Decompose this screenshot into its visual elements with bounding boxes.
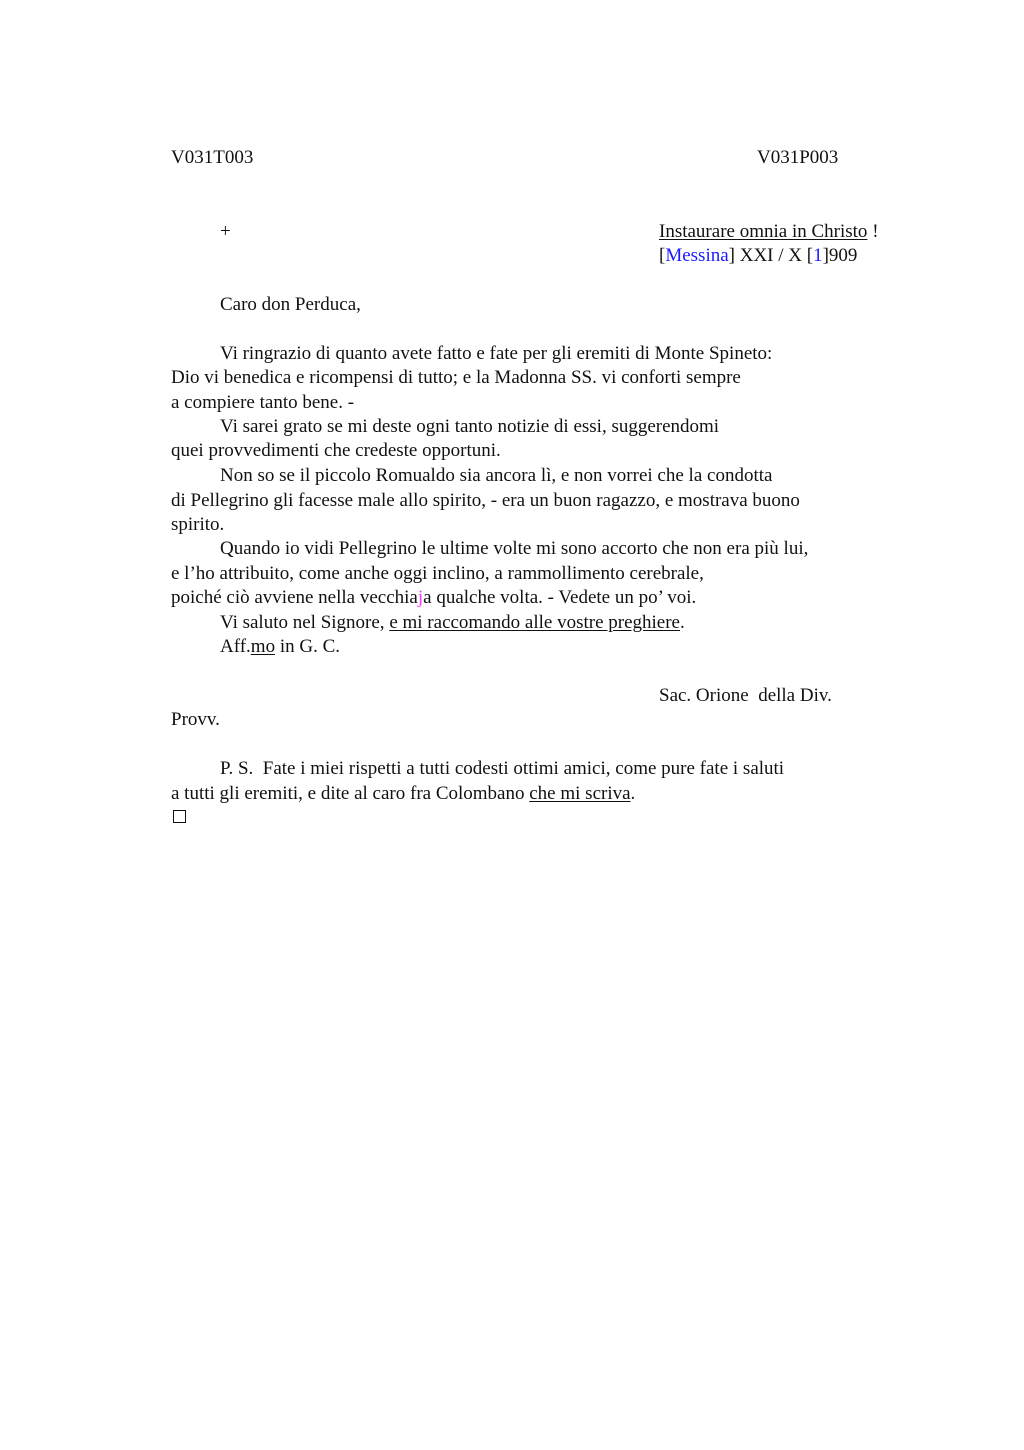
cross-mark: + (220, 221, 231, 242)
body-line: Vi sarei grato se mi deste ogni tanto notizie di essi, suggerendomi (220, 416, 720, 437)
salutation: Caro don Perduca, (220, 294, 361, 315)
end-box-icon (173, 810, 186, 823)
body-line: a compiere tanto bene. - (171, 392, 355, 413)
date-place: Messina (665, 245, 729, 266)
body-text: in G. C. (275, 636, 341, 657)
body-line: di Pellegrino gli facesse male allo spirito, - era un buon ragazzo, e mostrava buono (171, 490, 800, 511)
motto (659, 220, 879, 244)
body-text: a qualche volta. - Vedete un po’ voi. (423, 587, 697, 608)
motto-text: Instaurare omnia in Christo (659, 221, 868, 242)
date-digit: 1 (813, 245, 823, 266)
postscript-line: P. S. Fate i miei rispetti a tutti codesti ottimi amici, come pure fate i saluti (220, 758, 785, 779)
body-text: . (679, 612, 685, 633)
motto-tail: ! (867, 221, 879, 242)
date-line (659, 244, 857, 268)
date-end: ]909 (822, 245, 858, 266)
body-line: quei provvedimenti che credeste opportuni. (171, 440, 501, 461)
underlined-text: e mi raccomando alle vostre preghiere (389, 612, 680, 633)
body-text: . (630, 783, 636, 804)
body-line: Quando io vidi Pellegrino le ultime volte mi sono accorto che non era più lui, (220, 538, 809, 559)
body-text: a tutti gli eremiti, e dite al caro fra Colombano (171, 783, 530, 804)
valediction (220, 635, 340, 659)
body-text: Aff. (220, 636, 251, 657)
body-line: Dio vi benedica e ricompensi di tutto; e la Madonna SS. vi conforti sempre (171, 367, 741, 388)
body-line: Vi ringrazio di quanto avete fatto e fate per gli eremiti di Monte Spineto: (220, 343, 773, 364)
document-code-left: V031T003 (171, 147, 254, 168)
postscript-line (171, 782, 635, 806)
underlined-text: mo (250, 636, 276, 657)
editorial-mark: j (417, 587, 424, 608)
date-open-bracket: [ (659, 245, 666, 266)
document-code-right: V031P003 (757, 147, 839, 168)
body-text: Vi saluto nel Signore, (220, 612, 390, 633)
date-mid: ] XXI / X [ (728, 245, 814, 266)
underlined-text: che mi scriva (529, 783, 631, 804)
body-line: Non so se il piccolo Romualdo sia ancora lì, e non vorrei che la condotta (220, 465, 773, 486)
closing-line (220, 611, 685, 635)
body-line: spirito. (171, 514, 225, 535)
body-line: e l’ho attribuito, come anche oggi inclino, a rammollimento cerebrale, (171, 563, 704, 584)
signature-continuation: Provv. (171, 709, 220, 730)
body-text: poiché ciò avviene nella vecchia (171, 587, 418, 608)
signature: Sac. Orione della Div. (659, 685, 832, 706)
body-line (171, 586, 696, 610)
